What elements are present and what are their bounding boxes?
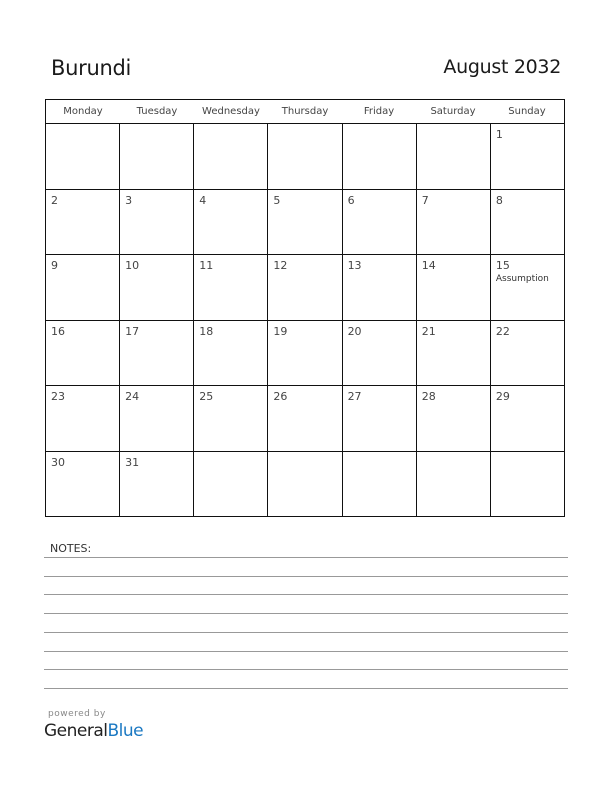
day-cell bbox=[491, 190, 564, 255]
day-number: 3 bbox=[125, 193, 133, 207]
day-number: 4 bbox=[199, 193, 207, 207]
day-number: 30 bbox=[51, 455, 65, 469]
weekday-sunday: Sunday bbox=[508, 106, 546, 117]
generalblue-logo bbox=[44, 721, 143, 741]
day-number: 2 bbox=[51, 193, 58, 207]
day-number: 11 bbox=[199, 259, 214, 272]
day-number: 31 bbox=[125, 455, 140, 469]
notes-line bbox=[44, 688, 568, 689]
day-cell bbox=[194, 386, 268, 451]
day-cell bbox=[194, 190, 268, 255]
day-number: 12 bbox=[273, 259, 288, 272]
day-number: 6 bbox=[347, 193, 355, 207]
day-cell bbox=[120, 124, 194, 189]
day-cell bbox=[120, 321, 194, 386]
day-number: 5 bbox=[273, 193, 281, 207]
holiday-label: Assumption bbox=[495, 274, 549, 284]
day-number: 24 bbox=[125, 390, 140, 403]
day-cell bbox=[417, 321, 491, 386]
day-number: 7 bbox=[421, 193, 429, 207]
day-number: 27 bbox=[347, 390, 362, 403]
day-cell bbox=[46, 386, 120, 451]
weekday-thursday: Thursday bbox=[281, 106, 329, 117]
day-number: 13 bbox=[347, 259, 362, 272]
day-cell bbox=[491, 255, 564, 320]
day-cell bbox=[491, 452, 564, 518]
notes-line bbox=[44, 576, 568, 577]
month-year-title: August 2032 bbox=[443, 56, 561, 78]
day-cell bbox=[417, 386, 491, 451]
day-number: 23 bbox=[51, 390, 65, 403]
weekday-friday: Friday bbox=[363, 106, 395, 117]
day-cell bbox=[268, 321, 342, 386]
day-cell bbox=[46, 452, 120, 518]
notes-line bbox=[44, 557, 568, 558]
notes-line bbox=[44, 632, 568, 633]
day-cell bbox=[46, 255, 120, 320]
day-cell bbox=[491, 386, 564, 451]
weekday-header-row bbox=[46, 100, 564, 124]
day-cell bbox=[120, 452, 194, 518]
day-number: 19 bbox=[273, 324, 288, 338]
day-number: 17 bbox=[125, 324, 140, 338]
day-cell bbox=[417, 190, 491, 255]
notes-line bbox=[44, 594, 568, 595]
day-number: 18 bbox=[199, 324, 214, 338]
day-cell bbox=[343, 386, 417, 451]
calendar-grid bbox=[45, 99, 565, 517]
powered-by-text: powered by bbox=[48, 709, 106, 719]
notes-line bbox=[44, 669, 568, 670]
day-cell bbox=[417, 124, 491, 189]
day-number: 20 bbox=[347, 324, 362, 338]
day-cell bbox=[268, 124, 342, 189]
day-number: 9 bbox=[51, 259, 58, 272]
week-row bbox=[46, 124, 564, 190]
day-cell bbox=[46, 124, 120, 189]
day-cell bbox=[46, 190, 120, 255]
day-cell bbox=[194, 255, 268, 320]
week-row bbox=[46, 321, 564, 387]
day-number: 21 bbox=[421, 324, 436, 338]
day-cell bbox=[343, 452, 417, 518]
day-cell bbox=[343, 190, 417, 255]
day-cell bbox=[268, 255, 342, 320]
day-cell bbox=[491, 321, 564, 386]
day-cell bbox=[46, 321, 120, 386]
day-number: 28 bbox=[421, 390, 436, 403]
day-number: 29 bbox=[495, 390, 510, 403]
day-cell bbox=[120, 255, 194, 320]
day-number: 8 bbox=[495, 193, 503, 207]
day-cell bbox=[268, 386, 342, 451]
weekday-tuesday: Tuesday bbox=[136, 106, 178, 117]
day-cell bbox=[268, 190, 342, 255]
week-row bbox=[46, 190, 564, 256]
day-cell bbox=[194, 124, 268, 189]
day-number: 22 bbox=[495, 324, 510, 338]
day-number: 1 bbox=[495, 128, 503, 141]
notes-line bbox=[44, 613, 568, 614]
week-row bbox=[46, 452, 564, 518]
day-number: 15 bbox=[495, 259, 510, 272]
brand-blue: Blue bbox=[107, 721, 144, 741]
day-cell bbox=[417, 452, 491, 518]
day-number: 14 bbox=[421, 259, 436, 272]
day-cell bbox=[343, 255, 417, 320]
notes-line bbox=[44, 651, 568, 652]
day-cell bbox=[343, 321, 417, 386]
day-number: 25 bbox=[199, 390, 214, 403]
weekday-wednesday: Wednesday bbox=[202, 106, 260, 117]
weekday-monday: Monday bbox=[63, 106, 103, 117]
day-cell bbox=[120, 386, 194, 451]
day-cell bbox=[491, 124, 564, 189]
week-row bbox=[46, 386, 564, 452]
notes-label: NOTES: bbox=[50, 542, 92, 555]
day-cell bbox=[120, 190, 194, 255]
week-row bbox=[46, 255, 564, 321]
day-number: 26 bbox=[273, 390, 288, 403]
day-cell bbox=[194, 452, 268, 518]
brand-general: General bbox=[44, 721, 108, 741]
day-cell bbox=[417, 255, 491, 320]
weekday-saturday: Saturday bbox=[430, 106, 476, 117]
day-number: 10 bbox=[125, 259, 140, 272]
country-title: Burundi bbox=[51, 56, 132, 80]
day-cell bbox=[268, 452, 342, 518]
day-cell bbox=[194, 321, 268, 386]
day-number: 16 bbox=[51, 324, 65, 338]
day-cell bbox=[343, 124, 417, 189]
